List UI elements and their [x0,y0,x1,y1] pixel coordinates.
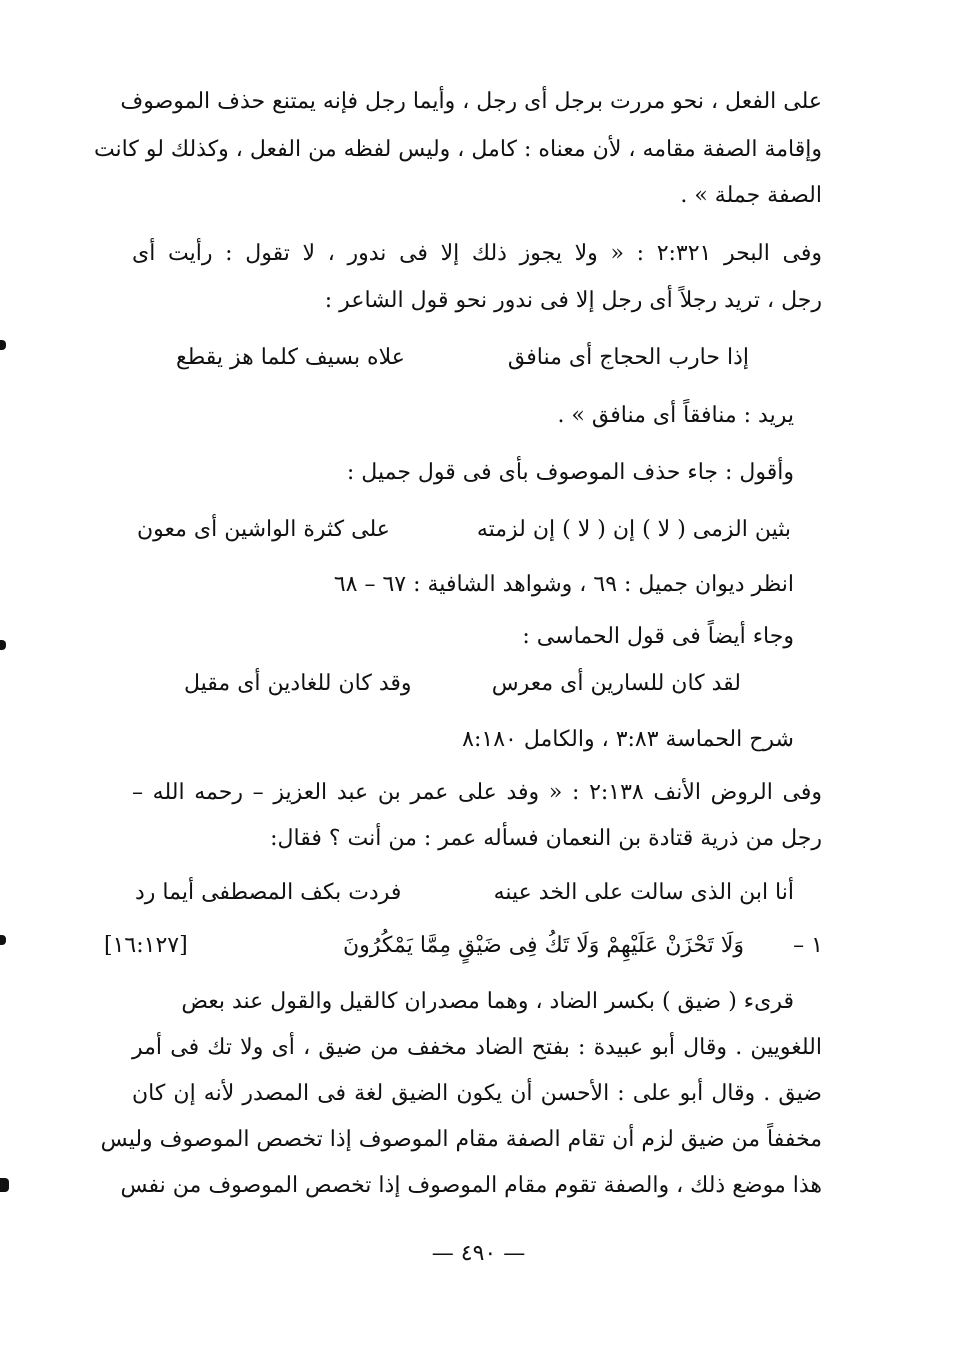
text-line: وجاء أيضاً فى قول الحماسى : [522,624,794,649]
text-line: اللغويين . وقال أبو عبيدة : بفتح الضاد مخفف من ضيق ، أى ولا تك فى أمر [132,1035,822,1060]
verse-hemistich-first: بثين الزمى ( لا ) إن ( لا ) إن لزمته [476,517,791,542]
text-line: رجل من ذرية قتادة بن النعمان فسأله عمر : من أنت ؟ فقال: [270,826,822,851]
verse-hemistich-first: أنا ابن الذى سالت على الخد عينه [493,880,794,905]
text-line: هذا موضع ذلك ، والصفة تقوم مقام الموصوف إذا تخصص الموصوف من نفس [120,1173,822,1198]
verse-hemistich-second: وقد كان للغادين أى مقيل [184,671,412,696]
text-line: رجل ، تريد رجلاً أى رجل إلا فى ندور نحو قول الشاعر : [324,288,822,313]
text-line: يريد : منافقاً أى منافق » . [557,403,794,428]
verse-hemistich-second: على كثرة الواشين أى معون [137,517,390,542]
margin-mark [0,340,6,350]
verse-hemistich-second: فردت بكف المصطفى أيما رد [135,880,402,905]
page-number: — ٤٩٠ — [431,1241,526,1266]
ayah-number: ١ – [793,933,823,958]
text-line: مخففاً من ضيق لزم أن تقام الصفة مقام الموصوف إذا تخصص الموصوف وليس [100,1127,822,1152]
ayah-text: وَلَا تَحْزَنْ عَلَيْهِمْ وَلَا تَكُ فِى ضَيْقٍ مِمَّا يَمْكُرُونَ [342,933,744,958]
text-line: وإقامة الصفة مقامه ، لأن معناه : كامل ، وليس لفظه من الفعل ، وكذلك لو كانت [93,137,822,162]
text-line: شرح الحماسة ٣:٨٣ ، والكامل ٨:١٨٠ [462,727,794,752]
text-line: وأقول : جاء حذف الموصوف بأى فى قول جميل : [346,460,794,485]
verse-hemistich-second: علاه بسيف كلما هز يقطع [176,345,405,370]
text-line: ضيق . وقال أبو على : الأحسن أن يكون الضيق لغة فى المصدر لأنه إن كان [132,1081,822,1106]
text-line: على الفعل ، نحو مررت برجل أى رجل ، وأيما رجل فإنه يمتنع حذف الموصوف [120,89,822,114]
verse-hemistich-first: إذا حارب الحجاج أى منافق [507,345,749,370]
text-line: قرىء ( ضيق ) بكسر الضاد ، وهما مصدران كالقيل والقول عند بعض [181,989,794,1014]
verse-hemistich-first: لقد كان للسارين أى معرس [491,671,741,696]
text-line: انظر ديوان جميل : ٦٩ ، وشواهد الشافية : ٦٧ – ٦٨ [333,572,794,597]
ayah-reference: [١٦:١٢٧] [104,933,188,958]
text-line: الصفة جملة » . [680,183,822,208]
margin-mark [0,935,6,945]
text-line: وفى البحر ٢:٣٢١ : « ولا يجوز ذلك إلا فى ندور ، لا تقول : رأيت أى [132,241,822,266]
margin-mark [0,1178,9,1192]
margin-mark [0,640,6,650]
text-line: وفى الروض الأنف ٢:١٣٨ : « وفد على عمر بن عبد العزيز – رحمه الله – [132,780,822,805]
